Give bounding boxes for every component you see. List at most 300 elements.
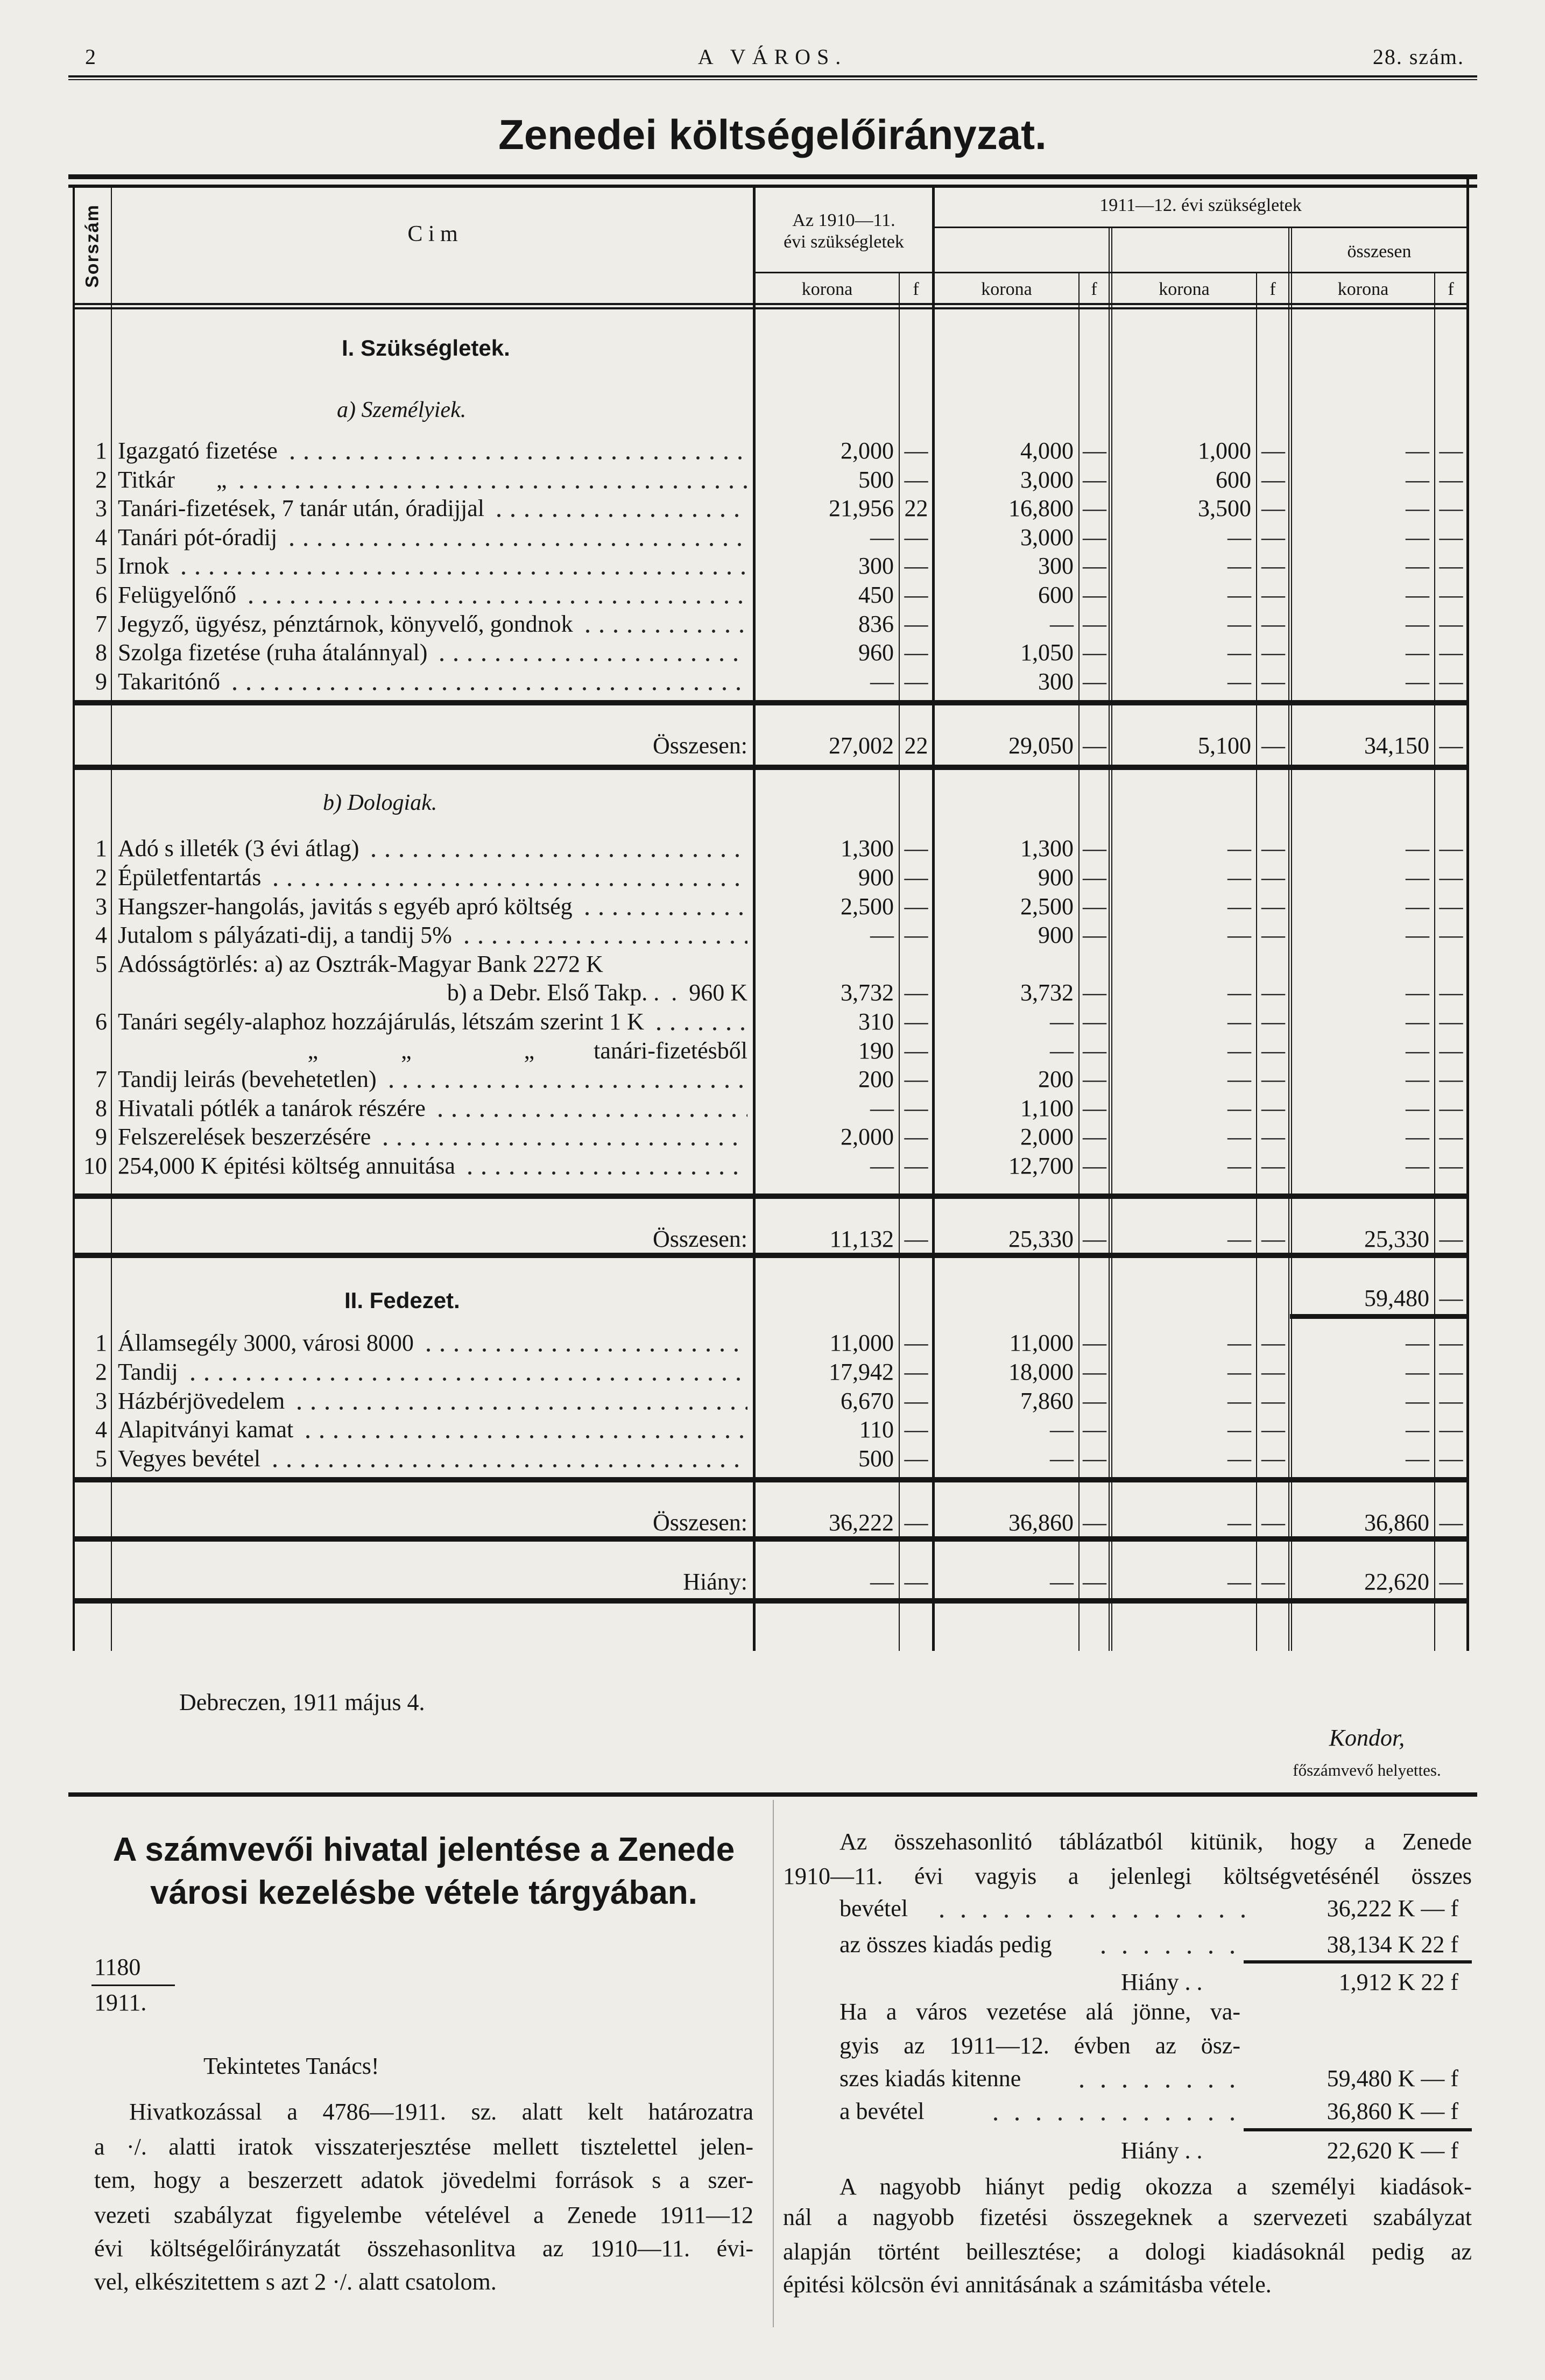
row-number: 2 xyxy=(95,1359,107,1386)
korona-value: — xyxy=(1406,495,1429,522)
signer-name: Kondor, xyxy=(1329,1725,1405,1751)
filler-value: — xyxy=(904,835,928,862)
korona-value: 1,050 xyxy=(1020,639,1074,666)
korona-value: — xyxy=(1406,668,1429,695)
header-korona: korona xyxy=(801,279,853,299)
filler-value: — xyxy=(1083,1094,1106,1121)
row-number: 4 xyxy=(95,524,107,550)
ledger-label: a bevétel xyxy=(839,2098,925,2124)
ledger-line xyxy=(839,1927,1458,1961)
korona-value: — xyxy=(1050,1416,1074,1443)
korona-value: — xyxy=(1406,1124,1429,1150)
row-label-text: Irnok xyxy=(118,553,170,580)
korona-value: — xyxy=(870,1094,894,1121)
table-row xyxy=(0,1444,1545,1473)
paragraph-line: vezeti szabályzat figyelembe vételével a Zenede 1911—12 xyxy=(94,2202,753,2228)
filler-value: — xyxy=(904,893,928,920)
korona-value: — xyxy=(1406,466,1429,493)
filler-value: — xyxy=(1083,1066,1106,1093)
filler-value: — xyxy=(1261,495,1285,522)
filler-value: — xyxy=(1439,1226,1463,1253)
page-title: Zenedei költségelőirányzat. xyxy=(498,111,1047,158)
filler-value: — xyxy=(1439,553,1463,580)
row-number: 6 xyxy=(95,581,107,608)
row-label xyxy=(118,1444,747,1473)
filler-value: — xyxy=(1261,610,1285,637)
row-label-text: Tanári pót-óradij xyxy=(118,524,278,550)
filler-value: — xyxy=(1083,893,1106,920)
filler-value: — xyxy=(904,1416,928,1443)
section-heading: II. Fedezet. xyxy=(344,1288,460,1313)
table-top-rule xyxy=(68,174,1477,179)
korona-value: — xyxy=(1227,1124,1251,1150)
spacer xyxy=(0,1317,1545,1329)
rule-line xyxy=(74,1536,1468,1542)
row-number: 3 xyxy=(95,1387,107,1414)
korona-value: — xyxy=(1227,1226,1251,1253)
table-row xyxy=(0,863,1545,892)
filler-value: — xyxy=(1439,495,1463,522)
filler-value: — xyxy=(1261,1094,1285,1121)
table-row xyxy=(0,921,1545,950)
korona-value: 500 xyxy=(858,466,894,493)
filler-value: — xyxy=(1083,732,1106,759)
row-number: 4 xyxy=(95,922,107,949)
filler-value: — xyxy=(1261,893,1285,920)
filler-value: — xyxy=(1439,1066,1463,1093)
korona-value: — xyxy=(870,524,894,550)
korona-value: — xyxy=(1406,1445,1429,1472)
filler-value: — xyxy=(904,581,928,608)
horizontal-rule xyxy=(0,1477,1545,1482)
table-row xyxy=(0,465,1545,495)
dot-leader xyxy=(366,834,747,863)
korona-value: — xyxy=(1227,1152,1251,1179)
row-number: 7 xyxy=(95,610,107,637)
section-rule xyxy=(68,1792,1477,1797)
korona-value: — xyxy=(1227,1359,1251,1386)
dot-leader xyxy=(268,1444,747,1473)
filler-value: — xyxy=(1439,581,1463,608)
deficit-amount: 22,620 K — f xyxy=(1327,2137,1458,2164)
korona-value: — xyxy=(1227,1037,1251,1064)
korona-value: 1,100 xyxy=(1020,1094,1074,1121)
row-label-text: Felszerelések beszerzésére xyxy=(118,1124,371,1150)
header-prev-year-2: évi szükségletek xyxy=(784,232,904,252)
filler-value: — xyxy=(904,1359,928,1386)
row-number: 3 xyxy=(95,495,107,522)
korona-value: 21,956 xyxy=(829,495,894,522)
ledger-amount: 36,222 K — f xyxy=(1327,1895,1458,1922)
row-number: 10 xyxy=(83,1152,107,1179)
paragraph-line: tem, hogy a beszerzett adatok jövedelmi források s a szer- xyxy=(94,2167,753,2193)
spacer xyxy=(0,308,1545,334)
subtotal-row xyxy=(0,705,1545,765)
korona-value: 16,800 xyxy=(1008,495,1074,522)
filler-value: — xyxy=(1083,979,1106,1006)
filler-value: — xyxy=(904,466,928,493)
filler-value: — xyxy=(1439,639,1463,666)
filler-value: — xyxy=(1261,835,1285,862)
korona-value: 200 xyxy=(1038,1066,1074,1093)
row-label xyxy=(118,1007,747,1036)
horizontal-rule xyxy=(0,1536,1545,1542)
korona-value: — xyxy=(1406,1152,1429,1179)
korona-value: 2,500 xyxy=(1020,893,1074,920)
korona-value: 300 xyxy=(1038,668,1074,695)
header-rule xyxy=(68,75,1477,77)
filler-value: — xyxy=(1439,1124,1463,1150)
filler-value: — xyxy=(1083,1330,1106,1357)
korona-value: — xyxy=(1227,835,1251,862)
row-number: 1 xyxy=(95,437,107,464)
korona-value: — xyxy=(1050,1445,1074,1472)
dot-leader xyxy=(378,1122,747,1151)
spacer xyxy=(0,1180,1545,1193)
filler-value: — xyxy=(1439,1152,1463,1179)
ledger-amount: 36,860 K — f xyxy=(1327,2098,1458,2124)
filler-value: — xyxy=(1083,1037,1106,1064)
korona-value: — xyxy=(1406,1008,1429,1035)
paragraph-line: Ha a város vezetése alá jönne, va- xyxy=(839,1998,1240,2025)
filler-value: 22 xyxy=(904,732,928,759)
korona-value: — xyxy=(1227,1445,1251,1472)
filler-value: — xyxy=(904,1008,928,1035)
korona-value: — xyxy=(1227,979,1251,1006)
table-row xyxy=(0,1387,1545,1416)
korona-value: 25,330 xyxy=(1364,1226,1429,1253)
korona-value: — xyxy=(1227,1094,1251,1121)
table-row xyxy=(0,1358,1545,1387)
korona-value: 36,222 xyxy=(829,1509,894,1536)
korona-value: — xyxy=(1050,610,1074,637)
filler-value: — xyxy=(1439,437,1463,464)
header-osszesen: összesen xyxy=(1347,242,1412,262)
filler-value: — xyxy=(1439,1416,1463,1443)
filler-value: — xyxy=(1083,524,1106,550)
filler-value: — xyxy=(1439,466,1463,493)
filler-value: — xyxy=(1083,864,1106,891)
deficit-line xyxy=(839,1965,1458,1999)
table-row xyxy=(0,1094,1545,1123)
ledger-line xyxy=(839,1891,1458,1925)
deficit-row-label-text: Hiány: xyxy=(683,1569,747,1595)
korona-value: 600 xyxy=(1216,466,1251,493)
subtotal-row xyxy=(0,1199,1545,1253)
table-row xyxy=(0,610,1545,639)
dot-leader xyxy=(435,638,747,667)
filler-value: — xyxy=(1261,1066,1285,1093)
deficit-label: Hiány . . xyxy=(1121,1969,1203,1995)
korona-value: 310 xyxy=(858,1008,894,1035)
header-korona: korona xyxy=(981,279,1032,299)
row-label xyxy=(118,552,747,580)
filler-value: — xyxy=(1083,1445,1106,1472)
article-title-line-1: A számvevői hivatal jelentése a Zenede xyxy=(112,1831,735,1868)
korona-value: — xyxy=(1406,979,1429,1006)
row-label xyxy=(118,1358,747,1386)
filler-value: — xyxy=(1261,1037,1285,1064)
filler-value: — xyxy=(1439,1387,1463,1414)
korona-value: — xyxy=(1227,668,1251,695)
row-label-text: Szolga fizetése (ruha átalánnyal) xyxy=(118,639,428,666)
dot-leader xyxy=(301,1415,747,1444)
ledger-line xyxy=(839,2061,1458,2095)
total-row-label xyxy=(118,1508,747,1537)
korona-value: — xyxy=(1406,553,1429,580)
ledger-label: szes kiadás kitenne xyxy=(839,2065,1021,2092)
table-row xyxy=(0,1415,1545,1444)
deficit-label: Hiány . . xyxy=(1121,2137,1203,2164)
total-row xyxy=(0,1482,1545,1536)
paragraph-line: gyis az 1911—12. évben az ösz- xyxy=(839,2032,1240,2059)
filler-value: — xyxy=(1439,893,1463,920)
korona-value: 12,700 xyxy=(1008,1152,1074,1179)
filler-value: — xyxy=(1439,1359,1463,1386)
subtotal-row-label xyxy=(118,731,747,760)
filler-value: — xyxy=(904,610,928,637)
section-heading-row xyxy=(0,334,1545,364)
table-row xyxy=(0,552,1545,581)
korona-value: 300 xyxy=(858,553,894,580)
filler-value: — xyxy=(1083,1124,1106,1150)
korona-value: 2,000 xyxy=(841,437,894,464)
korona-value: — xyxy=(1227,610,1251,637)
filler-value: — xyxy=(904,1152,928,1179)
header-korona: korona xyxy=(1159,279,1210,299)
row-number: 9 xyxy=(95,668,107,695)
spacer xyxy=(0,770,1545,789)
ledger-label: az összes kiadás pedig xyxy=(839,1931,1052,1958)
row-label xyxy=(118,523,747,552)
filler-value: — xyxy=(1261,1152,1285,1179)
korona-value: 11,000 xyxy=(1009,1330,1074,1357)
row-label xyxy=(118,436,747,465)
dot-leader xyxy=(581,610,747,638)
deficit-row xyxy=(0,1542,1545,1598)
filler-value: — xyxy=(904,1569,928,1595)
dot-leader xyxy=(269,863,747,892)
row-number: 9 xyxy=(95,1124,107,1150)
filler-value: — xyxy=(1261,1008,1285,1035)
row-label-text: Hivatali pótlék a tanárok részére xyxy=(118,1094,426,1121)
filler-value: — xyxy=(1439,1094,1463,1121)
korona-value: — xyxy=(870,922,894,949)
paragraph-line: évi költségelőirányzatát összehasonlitva az 1910—11. évi- xyxy=(94,2235,753,2262)
dot-leader xyxy=(186,1358,747,1386)
subsection-heading-row xyxy=(0,396,1545,425)
subsection-heading-row xyxy=(0,789,1545,818)
header-bottom-rule xyxy=(74,303,1468,305)
row-label-text: Hangszer-hangolás, javitás s egyéb apró költség xyxy=(118,893,573,920)
korona-value: — xyxy=(1227,1066,1251,1093)
korona-value: — xyxy=(1406,1037,1429,1064)
row-label xyxy=(118,1065,747,1093)
filler-value: — xyxy=(904,437,928,464)
row-label-text: Tanári-fizetések, 7 tanár után, óradijjal xyxy=(118,495,485,522)
row-number: 6 xyxy=(95,1008,107,1035)
filler-value: — xyxy=(1083,437,1106,464)
filler-value: — xyxy=(1261,1226,1285,1253)
korona-value: 500 xyxy=(858,1445,894,1472)
filler-value: — xyxy=(1261,1509,1285,1536)
korona-value: 3,000 xyxy=(1020,466,1074,493)
header-cim: C i m xyxy=(407,222,458,246)
filler-value: — xyxy=(1439,1037,1463,1064)
korona-value: 11,000 xyxy=(829,1330,894,1357)
filler-value: 22 xyxy=(904,495,928,522)
korona-value: — xyxy=(1227,581,1251,608)
subsection-heading: a) Személyiek. xyxy=(337,398,467,422)
row-label-text: Jutalom s pályázati-dij, a tandij 5% xyxy=(118,922,452,949)
filler-value: — xyxy=(1439,1569,1463,1595)
filler-value: — xyxy=(904,1330,928,1357)
row-label xyxy=(118,978,747,1007)
row-label xyxy=(118,1122,747,1151)
korona-value: — xyxy=(1227,893,1251,920)
deficit-row-label xyxy=(118,1567,747,1596)
subsection-heading: b) Dologiak. xyxy=(323,790,438,816)
korona-value: — xyxy=(1406,893,1429,920)
table-row xyxy=(0,892,1545,921)
korona-value: — xyxy=(1406,922,1429,949)
spacer xyxy=(0,425,1545,436)
filler-value: — xyxy=(1439,1509,1463,1536)
filler-value: — xyxy=(1439,922,1463,949)
korona-value: — xyxy=(1227,1416,1251,1443)
korona-value: 3,732 xyxy=(1020,979,1074,1006)
dot-leader xyxy=(292,1387,747,1415)
filler-value: — xyxy=(1261,922,1285,949)
filler-value: — xyxy=(1439,1285,1463,1312)
filler-value: — xyxy=(1261,1124,1285,1150)
row-label-text: Házbérjövedelem xyxy=(118,1387,285,1414)
korona-value: — xyxy=(1050,1008,1074,1035)
row-label xyxy=(118,921,747,949)
row-number: 4 xyxy=(95,1416,107,1443)
filler-value: — xyxy=(904,1066,928,1093)
dot-leader xyxy=(463,1152,747,1180)
sum-rule xyxy=(1244,2128,1472,2131)
row-label-text: Államsegély 3000, városi 8000 xyxy=(118,1330,414,1357)
ledger-amount: 59,480 K — f xyxy=(1327,2065,1458,2092)
korona-value: — xyxy=(1406,610,1429,637)
filler-value: — xyxy=(1439,979,1463,1006)
filler-value: — xyxy=(1261,581,1285,608)
header-f: f xyxy=(1091,279,1097,299)
filler-value: — xyxy=(904,524,928,550)
korona-value: — xyxy=(1227,864,1251,891)
korona-value: 34,150 xyxy=(1364,732,1429,759)
subtotal-row-label-text: Összesen: xyxy=(653,1226,747,1253)
korona-value: 36,860 xyxy=(1364,1509,1429,1536)
filler-value: — xyxy=(904,1094,928,1121)
korona-value: 3,732 xyxy=(841,979,894,1006)
paragraph-line: vel, elkészitettem s azt 2 ·/. alatt csatolom. xyxy=(94,2269,497,2295)
row-number: 5 xyxy=(95,950,107,977)
horizontal-rule xyxy=(0,1598,1545,1604)
row-number: 1 xyxy=(95,1330,107,1357)
dot-leader xyxy=(244,581,747,609)
header-divider xyxy=(933,227,1468,228)
filler-value: — xyxy=(904,668,928,695)
row-number: 2 xyxy=(95,466,107,493)
horizontal-rule xyxy=(0,765,1545,770)
dot-leader xyxy=(235,465,748,494)
korona-value: 22,620 xyxy=(1364,1569,1429,1595)
korona-value: 11,132 xyxy=(829,1226,894,1253)
horizontal-rule xyxy=(0,1253,1545,1258)
horizontal-rule xyxy=(0,1193,1545,1199)
korona-value: — xyxy=(1406,1387,1429,1414)
table-row xyxy=(0,1122,1545,1152)
ledger-line xyxy=(839,2094,1458,2128)
row-label-text: Épületfentartás xyxy=(118,864,262,891)
filler-value: — xyxy=(904,979,928,1006)
row-label-text: Jegyző, ügyész, pénztárnok, könyvelő, gondnok xyxy=(118,610,573,637)
spacer xyxy=(0,364,1545,396)
korona-value: — xyxy=(1227,1330,1251,1357)
row-label xyxy=(118,834,747,863)
header-sorszam xyxy=(74,187,111,305)
filler-value: — xyxy=(1439,732,1463,759)
filler-value: — xyxy=(904,553,928,580)
dot-leader xyxy=(384,1065,747,1093)
filler-value: — xyxy=(1083,1226,1106,1253)
filler-value: — xyxy=(1083,1509,1106,1536)
korona-value: — xyxy=(1227,1008,1251,1035)
dot-leader xyxy=(652,1007,747,1036)
row-label-text: Takaritónő xyxy=(118,668,220,695)
filler-value: — xyxy=(904,639,928,666)
row-label-text: Tanári segély-alaphoz hozzájárulás, létszám szerint 1 K xyxy=(118,1008,644,1035)
table-row xyxy=(0,638,1545,667)
korona-value: 7,860 xyxy=(1020,1387,1074,1414)
header-f: f xyxy=(1269,279,1276,299)
korona-value: 600 xyxy=(1038,581,1074,608)
subtotal-row-label xyxy=(118,1225,747,1253)
filler-value: — xyxy=(1261,1387,1285,1414)
filler-value: — xyxy=(1261,466,1285,493)
filler-value: — xyxy=(1439,524,1463,550)
korona-value: 2,500 xyxy=(841,893,894,920)
korona-value: 3,500 xyxy=(1198,495,1251,522)
dot-leader xyxy=(1071,2061,1248,2095)
row-number: 3 xyxy=(95,893,107,920)
korona-value: — xyxy=(1406,1416,1429,1443)
dot-leader xyxy=(285,523,747,552)
table-row xyxy=(0,436,1545,465)
filler-value: — xyxy=(1083,1152,1106,1179)
korona-value: 6,670 xyxy=(841,1387,894,1414)
row-label xyxy=(118,638,747,667)
filler-value: — xyxy=(1261,1330,1285,1357)
header-f: f xyxy=(1448,279,1454,299)
row-number: 7 xyxy=(95,1066,107,1093)
korona-value: — xyxy=(1227,1387,1251,1414)
korona-value: — xyxy=(1406,437,1429,464)
spacer xyxy=(0,696,1545,700)
header-f: f xyxy=(913,279,919,299)
korona-value: — xyxy=(1406,639,1429,666)
row-label xyxy=(118,1415,747,1444)
filler-value: — xyxy=(1439,1330,1463,1357)
filler-value: — xyxy=(1083,610,1106,637)
korona-value: 5,100 xyxy=(1198,732,1251,759)
filler-value: — xyxy=(1083,668,1106,695)
row-label-text: Adósságtörlés: a) az Osztrák-Magyar Bank 2272 K xyxy=(118,950,603,977)
dot-leader xyxy=(1092,1927,1248,1961)
